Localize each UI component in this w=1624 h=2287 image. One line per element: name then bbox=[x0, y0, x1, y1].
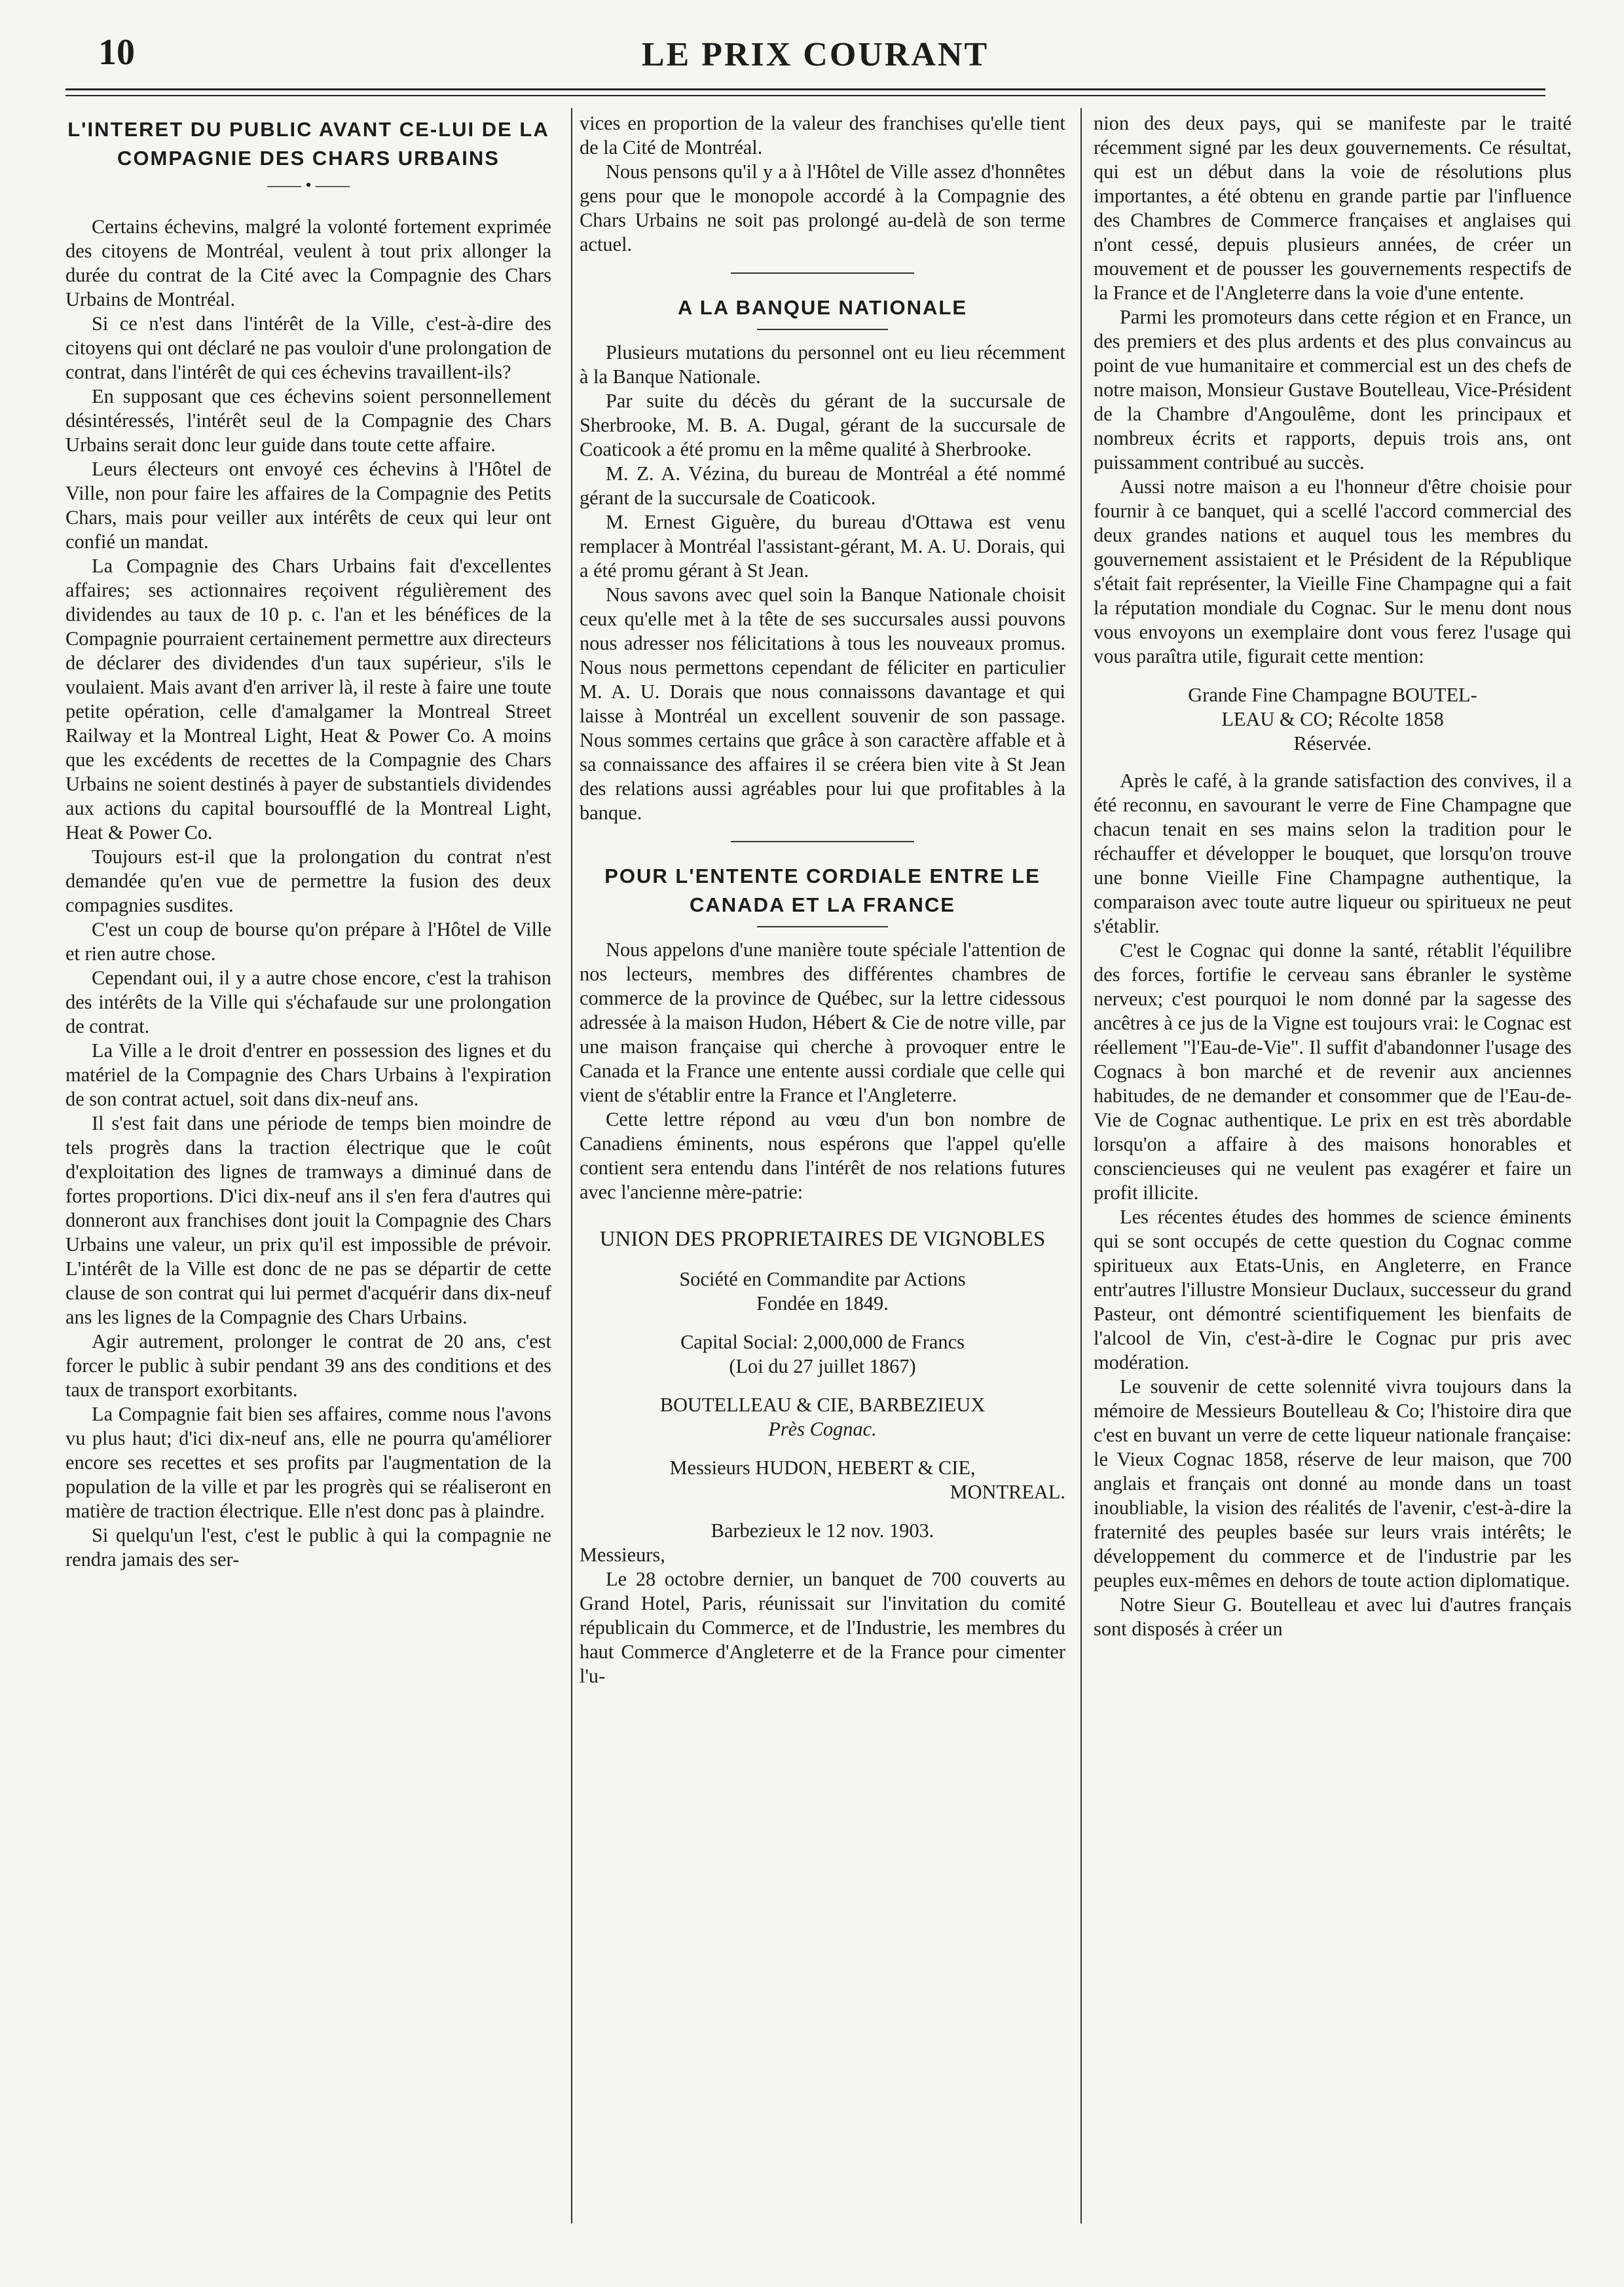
menu-mention: Réservée. bbox=[1293, 732, 1372, 754]
paragraph: Certains échevins, malgré la volonté fortement exprimée des citoyens de Montréal, veulent à tout prix allonger la durée du contrat de la Cité avec la Compagnie des Chars Urbains de Montréal. bbox=[65, 215, 551, 310]
column-divider bbox=[571, 108, 572, 2223]
paragraph: C'est un coup de bourse qu'on prépare à l'Hôtel de Ville et rien autre chose. bbox=[65, 918, 551, 965]
letterhead-line: Fondée en 1849. bbox=[756, 1292, 889, 1314]
header-rule bbox=[65, 88, 1545, 90]
paragraph: Cette lettre répond au vœu d'un bon nombre de Canadiens éminents, nous espérons que l'appel qu'elle contient sera entendu dans l'intérêt de nos relations futures avec l'ancienne mère-patrie: bbox=[580, 1108, 1065, 1203]
paragraph: C'est le Cognac qui donne la santé, rétablit l'équilibre des forces, fortifie le cerveau sans ébranler le système nerveux; c'est pourquoi le nom donné par la sagesse des ancêtres à ce jus de la Vigne est toujours vrai: le Cognac est réellement "l'Eau-de-Vie". Il suffit d'abandonner l'usage des Cognacs à bon marché et de revenir aux anciennes habitudes, de ne demander et consommer que de l'Eau-de-Vie de Cognac authentique. Le prix en est très abordable lorsqu'on a affaire à des maisons honorables et consciencieuses qui ne veulent pas exagérer et faire un profit illicite. bbox=[1094, 939, 1572, 1204]
letter-date: Barbezieux le 12 nov. 1903. bbox=[710, 1519, 934, 1542]
letter-sender-place: Près Cognac. bbox=[768, 1418, 877, 1440]
header-rule-thin bbox=[65, 95, 1545, 96]
menu-mention: Grande Fine Champagne BOUTEL- bbox=[1188, 684, 1477, 706]
letter-salutation: Messieurs, bbox=[580, 1544, 665, 1566]
paragraph: Plusieurs mutations du personnel ont eu lieu récemment à la Banque Nationale. bbox=[580, 341, 1065, 388]
paragraph: Parmi les promoteurs dans cette région et en France, un des premiers et des plus ardents et des plus convaincus au point de vue humanitaire et commercial est un des chefs de notre maison, Monsieur Gustave Boutelleau, Vice-Président de la Chambre d'Angoulême, dont les principaux et nombreux écrits et rapports, depuis trois ans, ont puissamment contribué au succès. bbox=[1094, 306, 1572, 474]
headline-rule bbox=[757, 926, 888, 927]
letter-recipient-city: MONTREAL. bbox=[950, 1481, 1065, 1503]
column-left bbox=[65, 111, 551, 2233]
letter-sender: BOUTELLEAU & CIE, BARBEZIEUX bbox=[659, 1394, 986, 1416]
column-right bbox=[1094, 111, 1572, 2233]
letterhead-line: (Loi du 27 juillet 1867) bbox=[729, 1355, 916, 1377]
section-separator bbox=[731, 841, 914, 842]
letter-recipient: Messieurs HUDON, HEBERT & CIE, bbox=[669, 1457, 976, 1479]
letterhead-line: Société en Commandite par Actions bbox=[679, 1268, 966, 1290]
paragraph: Par suite du décès du gérant de la succursale de Sherbrooke, M. B. A. Dugal, gérant de la succursale de Coaticook a été promu en la même qualité à Sherbrooke. bbox=[580, 390, 1065, 460]
column-divider bbox=[1080, 108, 1082, 2223]
headline-ornament: —— • —— bbox=[267, 176, 350, 195]
article-headline: L'INTERET DU PUBLIC AVANT CE-LUI DE LA COMPAGNIE DES CHARS URBAINS bbox=[67, 118, 549, 170]
paragraph: La Ville a le droit d'entrer en possession des lignes et du matériel de la Compagnie des Chars Urbains à l'expiration de son contrat actuel, soit dans dix-neuf ans. bbox=[65, 1039, 551, 1110]
paragraph: Le 28 octobre dernier, un banquet de 700 couverts au Grand Hotel, Paris, réunissait sur l'invitation du comité républicain du Commerce, et de l'Industrie, les membres du haut Commerce d'Angleterre et de la France pour cimenter l'u- bbox=[580, 1568, 1065, 1687]
paragraph: nion des deux pays, qui se manifeste par le traité récemment signé par les deux gouvernements. Ce résultat, qui est un début dans la voie de résolutions plus importantes, a été obtenu en grande partie par l'influence des Chambres de Commerce françaises et anglaises qui n'ont cessé, depuis plusieurs années, de créer un mouvement et de pousser les gouvernements respectifs de la France et de l'Angleterre dans la voie d'une entente. bbox=[1094, 112, 1572, 304]
page-header bbox=[79, 26, 1552, 85]
page-number: 10 bbox=[98, 32, 135, 73]
paragraph: Après le café, à la grande satisfaction des convives, il a été reconnu, en savourant le verre de Fine Champagne que chacun tenait en ses mains selon la tradition pour le réchauffer et développer le bouquet, que lorsqu'on trouve une bonne Vieille Fine Champagne authentique, la comparaison avec toute autre liqueur ou spiritueux ne peut s'établir. bbox=[1094, 770, 1572, 937]
paragraph: En supposant que ces échevins soient personnellement désintéressés, l'intérêt seul de la Compagnie des Chars Urbains serait donc leur guide dans toute cette affaire. bbox=[65, 385, 551, 456]
column-middle bbox=[580, 111, 1065, 2233]
paragraph: Si quelqu'un l'est, c'est le public à qui la compagnie ne rendra jamais des ser- bbox=[65, 1524, 551, 1571]
paragraph: Il s'est fait dans une période de temps bien moindre de tels progrès dans la traction électrique que le coût d'exploitation des lignes de tramways a diminué dans de fortes proportions. D'ici dix-neuf ans il s'en fera d'autres qui donneront aux franchises dont jouit la Compagnie des Chars Urbains une valeur, un prix qu'il est impossible de prévoir. L'intérêt de la Ville est donc de ne pas se départir de cette clause de son contrat qui lui permet d'acquérir dans dix-neuf ans les lignes de la Compagnie des Chars Urbains. bbox=[65, 1112, 551, 1328]
menu-mention: LEAU & CO; Récolte 1858 bbox=[1221, 708, 1444, 730]
paragraph: Nous savons avec quel soin la Banque Nationale choisit ceux qu'elle met à la tête de ses succursales aussi pouvons nous adresser nos félicitations à tous les nouveaux promus. Nous nous permettons cependant de féliciter en particulier M. A. U. Dorais que nous connaissons davantage et qui laisse à Montréal un excellent souvenir de son passage. Nous sommes certains que grâce à son caractère affable et à sa connaissance des affaires il se créera bien vite à St Jean des relations aussi agréables pour lui que profitables à la banque. bbox=[580, 584, 1065, 824]
paragraph: Aussi notre maison a eu l'honneur d'être choisie pour fournir à ce banquet, qui a scellé l'accord commercial des deux grandes nations et auquel tous les membres du gouvernement assistaient et le Président de la République s'était fait représenter, la Vieille Fine Champagne qui a fait la réputation mondiale du Cognac. Sur le menu dont nous vous envoyons un exemplaire dont vous ferez l'usage qui vous paraîtra utile, figurait cette mention: bbox=[1094, 475, 1572, 667]
paragraph: Leurs électeurs ont envoyé ces échevins à l'Hôtel de Ville, non pour faire les affaires de la Compagnie des Petits Chars, mais pour veiller aux intérêts de ceux qui leur ont confié un mandat. bbox=[65, 458, 551, 553]
paragraph: Nous pensons qu'il y a à l'Hôtel de Ville assez d'honnêtes gens pour que le monopole accordé à la Compagnie des Chars Urbains ne soit pas prolongé au-delà de son terme actuel. bbox=[580, 160, 1065, 255]
paragraph: Notre Sieur G. Boutelleau et avec lui d'autres français sont disposés à créer un bbox=[1094, 1593, 1572, 1640]
paragraph: Toujours est-il que la prolongation du contrat n'est demandée qu'en vue de permettre la fusion des deux compagnies susdites. bbox=[65, 846, 551, 916]
paragraph: Cependant oui, il y a autre chose encore, c'est la trahison des intérêts de la Ville qui s'échafaude sur une prolongation de contrat. bbox=[65, 967, 551, 1037]
paragraph: La Compagnie des Chars Urbains fait d'excellentes affaires; ses actionnaires reçoivent régulièrement des dividendes au taux de 10 p. c. l'an et les bénéfices de la Compagnie pourraient certainement permettre aux directeurs de déclarer des dividendes d'un taux supérieur, s'ils le voulaient. Mais avant d'en arriver là, il reste à faire une toute petite opération, celle d'amalgamer la Montreal Street Railway et la Montreal Light, Heat & Power Co. A moins que les excédents de recettes de la Compagnie des Chars Urbains ne soient destinés à payer de substantiels dividendes aux actions du capital boursoufflé de la Montreal Light, Heat & Power Co. bbox=[65, 555, 551, 844]
article-headline: POUR L'ENTENTE CORDIALE ENTRE LE CANADA ET LA FRANCE bbox=[604, 865, 1041, 916]
paragraph: Nous appelons d'une manière toute spéciale l'attention de nos lecteurs, membres des différentes chambres de commerce de la province de Québec, sur la lettre cidessous adressée à la maison Hudon, Hébert & Cie de notre ville, par une maison française qui cherche à provoquer entre le Canada et la France une entente aussi cordiale que celle qui vient de s'établir entre la France et l'Angleterre. bbox=[580, 939, 1065, 1106]
article-headline: A LA BANQUE NATIONALE bbox=[677, 296, 968, 319]
paragraph: Le souvenir de cette solennité vivra toujours dans la mémoire de Messieurs Boutelleau & Co; l'histoire dira que c'est en buvant un verre de cette liqueur nationale française: le Vieux Cognac 1858, réserve de leur maison, que 700 anglais et français ont donné au monde dans un toast inoubliable, la vision des réalités de l'avenir, c'est-à-dire la fraternité des peuples basée sur leurs vrais intérêts; le développement du commerce et de l'industrie par les peuples eux-mêmes en dehors de toute action diplomatique. bbox=[1094, 1375, 1572, 1591]
paragraph: Si ce n'est dans l'intérêt de la Ville, c'est-à-dire des citoyens qui ont déclaré ne pas vouloir d'une prolongation de contrat, dans l'intérêt de qui ces échevins travaillent-ils? bbox=[65, 312, 551, 383]
headline-rule bbox=[757, 329, 888, 330]
paragraph: Agir autrement, prolonger le contrat de 20 ans, c'est forcer le public à subir pendant 39 ans des conditions et des taux de transport exorbitants. bbox=[65, 1330, 551, 1401]
paragraph: M. Ernest Giguère, du bureau d'Ottawa est venu remplacer à Montréal l'assistant-gérant, M. A. U. Dorais, qui a été promu gérant à St Jean. bbox=[580, 511, 1065, 582]
paragraph: M. Z. A. Vézina, du bureau de Montréal a été nommé gérant de la succursale de Coaticook. bbox=[580, 462, 1065, 509]
letterhead-line: Capital Social: 2,000,000 de Francs bbox=[680, 1331, 965, 1353]
paragraph: Les récentes études des hommes de science éminents qui se sont occupés de cette question du Cognac comme spiritueux aux Etats-Unis, en Angleterre, en France entr'autres l'illustre Monsieur Duclaux, successeur du grand Pasteur, ont démontré scientifiquement les bienfaits de l'alcool de Vin, c'est-à-dire le Cognac pur pris avec modération. bbox=[1094, 1206, 1572, 1373]
paragraph: La Compagnie fait bien ses affaires, comme nous l'avons vu plus haut; d'ici dix-neuf ans, elle ne pourra qu'améliorer encore ses recettes et ses profits par l'augmentation de la population de la ville et par les progrès qui se réaliseront en matière de traction électrique. Elle n'est donc pas à plaindre. bbox=[65, 1403, 551, 1522]
section-separator bbox=[731, 272, 914, 274]
publication-title: LE PRIX COURANT bbox=[641, 36, 989, 73]
letterhead-title: UNION DES PROPRIETAIRES DE VIGNOBLES bbox=[599, 1227, 1046, 1251]
paragraph: vices en proportion de la valeur des franchises qu'elle tient de la Cité de Montréal. bbox=[580, 112, 1065, 158]
